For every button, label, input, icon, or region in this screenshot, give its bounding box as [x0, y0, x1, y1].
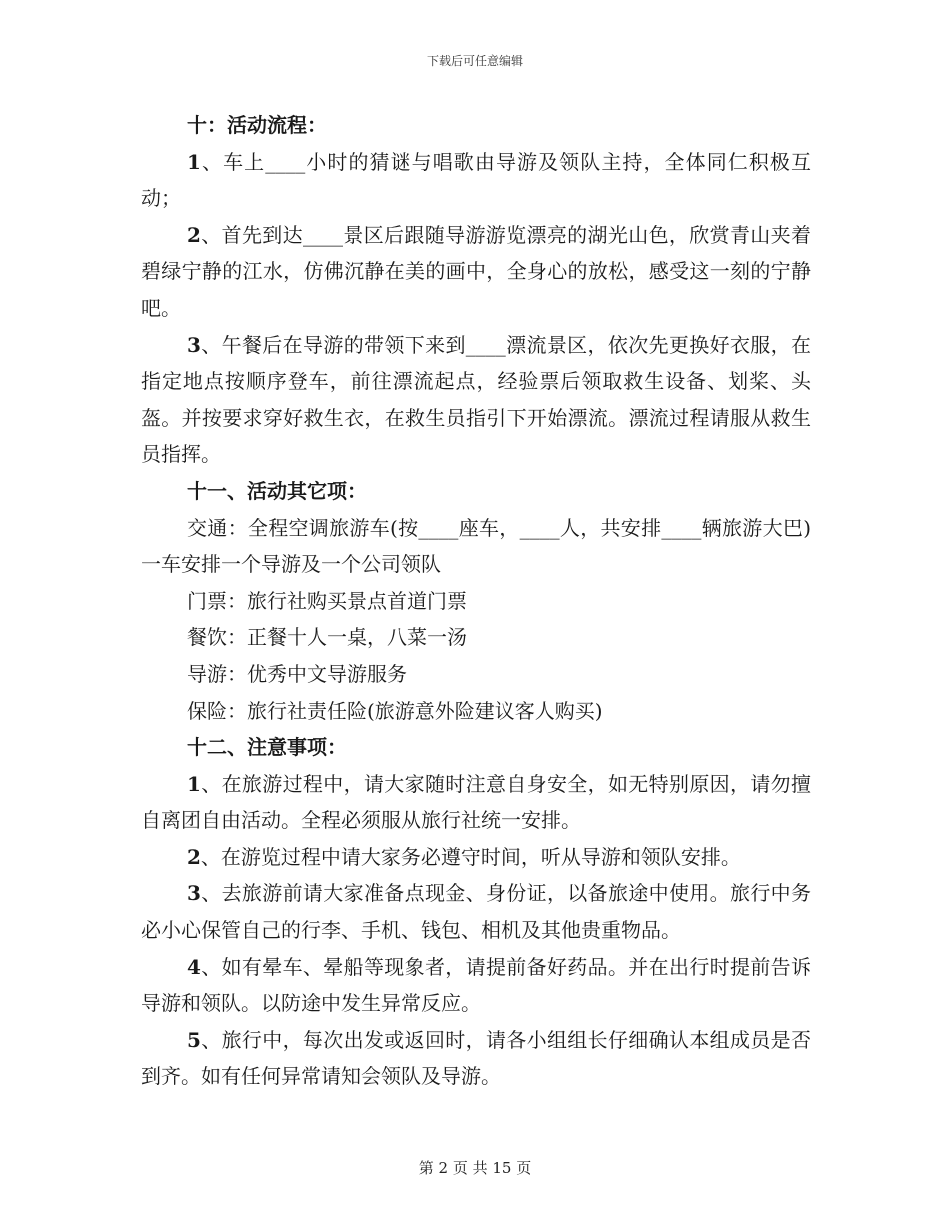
list-item — [141, 217, 811, 327]
document-body — [141, 107, 811, 1095]
list-item — [141, 839, 811, 876]
list-item — [141, 1022, 811, 1095]
item-text: 、在游览过程中请大家务必遵守时间，听从导游和领队安排。 — [200, 844, 741, 869]
list-item — [141, 875, 811, 948]
section-heading-activity-flow: 十：活动流程： — [187, 113, 327, 137]
item-text: 、去旅游前请大家准备点现金、身份证，以备旅途中使用。旅行中务必小心保管自己的行李、手机、钱包、相机及其他贵重物品。 — [141, 881, 811, 943]
page-footer: 第 2 页 共 15 页 — [418, 1159, 532, 1177]
item-text: 、如有晕车、晕船等现象者，请提前备好药品。并在出行时提前告诉导游和领队。以防途中发生异常反应。 — [141, 954, 811, 1016]
item-number: 4 — [187, 954, 201, 979]
item-text: 、首先到达____景区后跟随导游游览漂亮的湖光山色，欣赏青山夹着碧绿宁静的江水，仿佛沉静在美的画中，全身心的放松，感受这一刻的宁静吧。 — [141, 222, 811, 320]
page-header: 下载后可任意编辑 — [426, 54, 523, 68]
info-paragraph-meals: 餐饮：正餐十人一桌，八菜一汤 — [187, 625, 467, 650]
item-number: 1 — [187, 771, 201, 796]
item-number: 3 — [187, 332, 201, 357]
info-paragraph-guide: 导游：优秀中文导游服务 — [187, 661, 407, 686]
item-text: 、车上____小时的猜谜与唱歌由导游及领队主持，全体同仁积极互动； — [141, 149, 811, 211]
list-item — [141, 327, 811, 473]
info-paragraph-tickets: 门票：旅行社购买景点首道门票 — [187, 588, 467, 613]
item-text: 、旅行中，每次出发或返回时，请各小组组长仔细确认本组成员是否到齐。如有任何异常请知会领队及导游。 — [141, 1027, 811, 1089]
item-number: 1 — [187, 149, 201, 174]
item-number: 5 — [187, 1027, 201, 1052]
item-text: 、午餐后在导游的带领下来到____漂流景区，依次先更换好衣服，在指定地点按顺序登车，前往漂流起点，经验票后领取救生设备、划桨、头盔。并按要求穿好救生衣，在救生员指引下开始漂流。漂流过程请服从救生员指挥。 — [141, 332, 811, 467]
list-item — [141, 949, 811, 1022]
section-heading-other-items: 十一、活动其它项： — [187, 478, 367, 503]
item-number: 2 — [187, 844, 201, 869]
item-number: 3 — [187, 881, 201, 906]
info-paragraph-insurance: 保险：旅行社责任险(旅游意外险建议客人购买) — [187, 698, 603, 723]
section-heading-notes: 十二、注意事项： — [187, 735, 347, 760]
list-item — [141, 766, 811, 839]
item-text: 、在旅游过程中，请大家随时注意自身安全，如无特别原因，请勿擅自离团自由活动。全程必须服从旅行社统一安排。 — [141, 771, 811, 833]
info-paragraph-transport: 交通：全程空调旅游车(按____座车，____人，共安排____辆旅游大巴)一车安排一个导游及一个公司领队 — [141, 515, 811, 577]
item-number: 2 — [187, 222, 201, 247]
list-item — [141, 144, 811, 217]
